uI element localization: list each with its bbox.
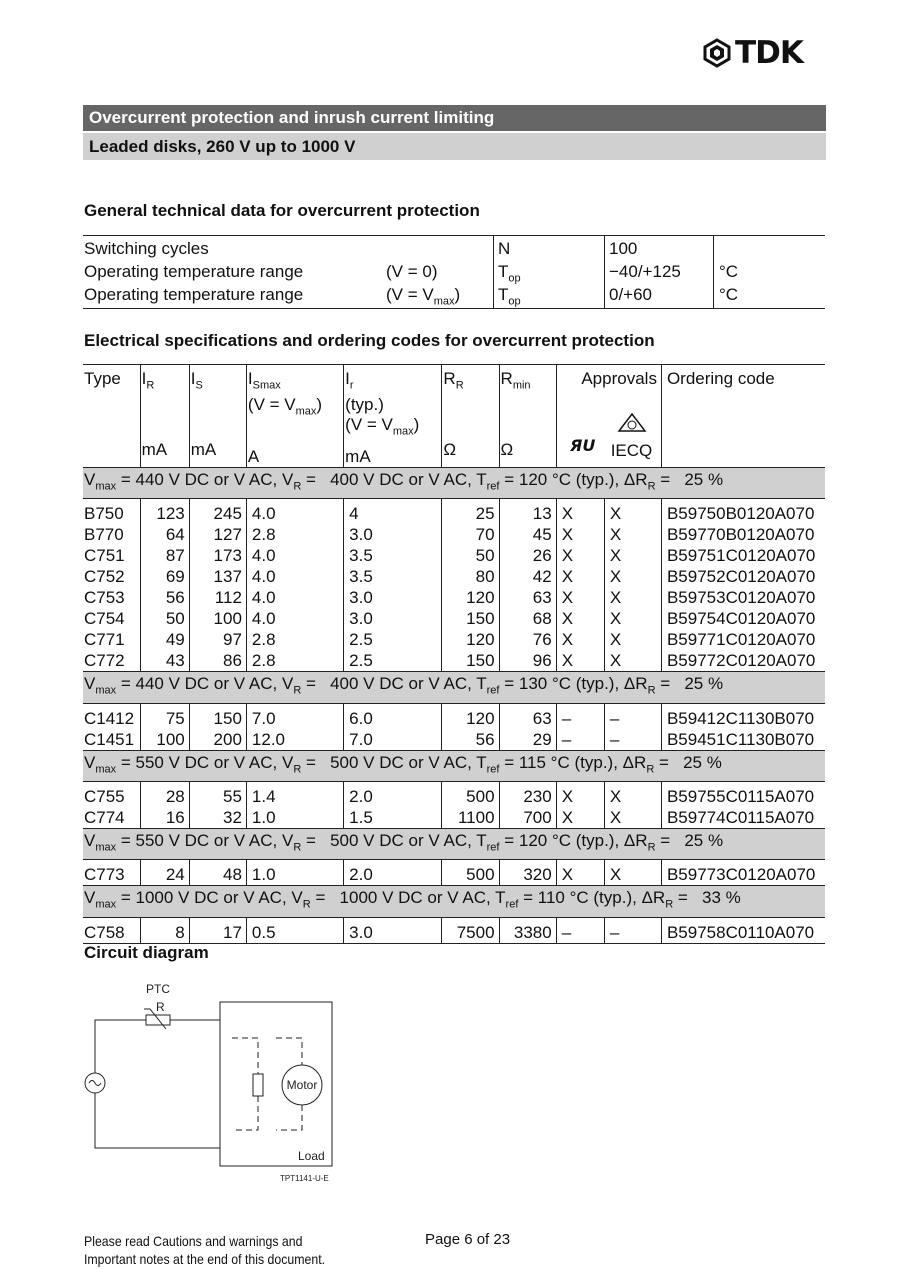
table-cell: 86 bbox=[189, 650, 246, 672]
table-cell: 120 bbox=[442, 587, 499, 608]
table-cell: 100 bbox=[189, 608, 246, 629]
col-ir-typ: $I_r$ (typ.) $(V = V_{max})$ mA bbox=[344, 365, 442, 468]
table-row bbox=[83, 703, 825, 729]
table-row bbox=[83, 587, 825, 608]
group-condition-row: $V_{max} = 440$ V DC or V AC, $V_R = 400$ V DC or V AC, $T_{ref} = 130$ °C (typ.), $\Delta R_R = 25$ % bbox=[83, 672, 825, 703]
table-cell: 1.0 bbox=[246, 860, 343, 886]
group-condition-row: $V_{max} = 550$ V DC or V AC, $V_R = 500$ V DC or V AC, $T_{ref} = 115$ °C (typ.), $\Delta R_R = 25$ % bbox=[83, 750, 825, 781]
table-cell: 63 bbox=[499, 587, 556, 608]
internal-resistor-icon bbox=[253, 1074, 263, 1096]
table-cell: 2.5 bbox=[344, 650, 442, 672]
table-cell: 97 bbox=[189, 629, 246, 650]
table-cell: 120 bbox=[442, 703, 499, 729]
table-cell: 75 bbox=[140, 703, 189, 729]
iecq-mark-icon bbox=[617, 413, 647, 435]
table-cell: 200 bbox=[189, 729, 246, 751]
ptc-resistor-icon bbox=[146, 1015, 170, 1025]
table-cell: X bbox=[556, 545, 604, 566]
group-condition-row: $V_{max} = 1000$ V DC or V AC, $V_R = 1000$ V DC or V AC, $T_{ref} = 110$ °C (typ.), $\Delta R_R = 33$ % bbox=[83, 886, 825, 917]
table-cell: X bbox=[556, 650, 604, 672]
table-cell: C755 bbox=[84, 786, 125, 806]
table-cell: B59751C0120A070 bbox=[661, 545, 825, 566]
table-cell: 137 bbox=[189, 566, 246, 587]
table-cell: 45 bbox=[499, 524, 556, 545]
table-cell: C758 bbox=[83, 917, 140, 943]
table-cell: 4 bbox=[344, 499, 442, 525]
table-cell: C771 bbox=[84, 630, 125, 650]
table-cell: 150 bbox=[189, 703, 246, 729]
table-cell: X bbox=[604, 807, 661, 829]
table-cell: X bbox=[604, 781, 661, 807]
table-cell: – bbox=[556, 703, 604, 729]
table-cell: X bbox=[556, 524, 604, 545]
table-cell: 150 bbox=[442, 650, 499, 672]
load-label: Load bbox=[298, 1149, 325, 1163]
section-title: Overcurrent protection and inrush current limiting bbox=[83, 105, 826, 131]
table-cell: – bbox=[604, 729, 661, 751]
table-row bbox=[83, 729, 825, 751]
table-cell: B59750B0120A070 bbox=[661, 499, 825, 525]
table-cell: 2.8 bbox=[246, 650, 343, 672]
table-cell: 4.0 bbox=[246, 608, 343, 629]
table-row bbox=[83, 566, 825, 587]
table-cell: B750 bbox=[84, 504, 124, 524]
table-cell: 48 bbox=[189, 860, 246, 886]
table-cell: C772 bbox=[84, 651, 125, 671]
table-cell: 63 bbox=[499, 703, 556, 729]
table-cell: – bbox=[604, 703, 661, 729]
table-row bbox=[83, 629, 825, 650]
table-cell: B59758C0110A070 bbox=[661, 917, 825, 943]
table-cell: X bbox=[556, 860, 604, 886]
col-ismax: $I_{Smax}$ $(V = V_{max})$ A bbox=[246, 365, 343, 468]
table-cell: 7.0 bbox=[246, 703, 343, 729]
table-cell: 42 bbox=[499, 566, 556, 587]
table-row bbox=[83, 807, 825, 829]
ptc-label: PTC bbox=[146, 982, 170, 996]
table-cell: 127 bbox=[189, 524, 246, 545]
table-cell: B59753C0120A070 bbox=[661, 587, 825, 608]
table-cell: X bbox=[604, 650, 661, 672]
table-cell: 173 bbox=[189, 545, 246, 566]
circuit-heading: Circuit diagram bbox=[84, 943, 209, 962]
table-cell: – bbox=[556, 917, 604, 943]
table-cell: 70 bbox=[442, 524, 499, 545]
table-cell: 96 bbox=[499, 650, 556, 672]
col-is: $I_S$ mA bbox=[189, 365, 246, 468]
table-cell: 123 bbox=[140, 499, 189, 525]
table-cell: 100 bbox=[140, 729, 189, 751]
table-cell: 700 bbox=[499, 807, 556, 829]
table-cell: 2.0 bbox=[344, 781, 442, 807]
table-cell: X bbox=[556, 608, 604, 629]
table-cell: 1.5 bbox=[344, 807, 442, 829]
table-cell: – bbox=[556, 729, 604, 751]
table-cell: 69 bbox=[140, 566, 189, 587]
table-cell: B59770B0120A070 bbox=[661, 524, 825, 545]
table-cell: 50 bbox=[442, 545, 499, 566]
table-cell: 24 bbox=[140, 860, 189, 886]
motor-label: Motor bbox=[286, 1078, 318, 1092]
table-cell: 16 bbox=[140, 807, 189, 829]
table-cell: 80 bbox=[442, 566, 499, 587]
col-ordering-code: Ordering code bbox=[661, 365, 825, 468]
ul-mark-icon bbox=[569, 436, 595, 454]
tdk-logo bbox=[702, 35, 803, 71]
col-type: Type bbox=[83, 365, 140, 468]
r-label: R bbox=[156, 1000, 165, 1014]
table-cell: 28 bbox=[140, 781, 189, 807]
section-subtitle: Leaded disks, 260 V up to 1000 V bbox=[83, 133, 826, 160]
col-rmin: $R_{min}$ Ω bbox=[499, 365, 556, 468]
table-cell: 7500 bbox=[442, 917, 499, 943]
table-cell: 7.0 bbox=[344, 729, 442, 751]
table-cell: 68 bbox=[499, 608, 556, 629]
table-cell: 3.0 bbox=[344, 917, 442, 943]
table-cell: 4.0 bbox=[246, 566, 343, 587]
table-row bbox=[83, 545, 825, 566]
table-cell: 3.5 bbox=[344, 566, 442, 587]
table-row bbox=[83, 608, 825, 629]
table-cell: X bbox=[556, 587, 604, 608]
group-condition-row: $V_{max} = 550$ V DC or V AC, $V_R = 500$ V DC or V AC, $T_{ref} = 120$ °C (typ.), $\Delta R_R = 25$ % bbox=[83, 828, 825, 859]
table-row bbox=[83, 781, 825, 807]
table-cell: 3.0 bbox=[344, 524, 442, 545]
electrical-specs-table bbox=[83, 364, 825, 944]
table-cell: 120 bbox=[442, 629, 499, 650]
table-cell: X bbox=[556, 499, 604, 525]
table-cell: C773 bbox=[84, 865, 125, 885]
table-row bbox=[83, 860, 825, 886]
table-cell: B59773C0120A070 bbox=[661, 860, 825, 886]
table-cell: 3.5 bbox=[344, 545, 442, 566]
table-cell: 1.4 bbox=[246, 781, 343, 807]
table-cell: B59412C1130B070 bbox=[661, 703, 825, 729]
table-cell: 29 bbox=[499, 729, 556, 751]
table-cell: 6.0 bbox=[344, 703, 442, 729]
table-cell: B59772C0120A070 bbox=[661, 650, 825, 672]
table-cell: 3.0 bbox=[344, 608, 442, 629]
table-cell: 43 bbox=[140, 650, 189, 672]
table-cell: C751 bbox=[84, 546, 125, 566]
table-row bbox=[83, 650, 825, 672]
table-cell: 12.0 bbox=[246, 729, 343, 751]
table-cell: X bbox=[556, 781, 604, 807]
table-cell: 25 bbox=[442, 499, 499, 525]
table-cell: 150 bbox=[442, 608, 499, 629]
table-cell: 500 bbox=[442, 860, 499, 886]
svg-text:ЯU: ЯU bbox=[569, 436, 595, 454]
table-cell: 50 bbox=[140, 608, 189, 629]
table-cell: 32 bbox=[189, 807, 246, 829]
table-cell: C753 bbox=[84, 588, 125, 608]
table-row bbox=[83, 524, 825, 545]
iecq-label: IECQ bbox=[610, 441, 653, 460]
col-approvals: Approvals ЯU IECQ bbox=[556, 365, 661, 468]
table-cell: B59451C1130B070 bbox=[661, 729, 825, 751]
table-cell: C774 bbox=[84, 807, 125, 827]
general-heading: General technical data for overcurrent protection bbox=[84, 201, 480, 220]
table-cell: 2.5 bbox=[344, 629, 442, 650]
table-cell: B770 bbox=[84, 525, 124, 545]
table-row bbox=[83, 499, 825, 525]
table-cell: X bbox=[604, 499, 661, 525]
general-data-table: Switching cycles N 100 Operating temperature range (V = 0) $T_{op}$ −40/+125 °C Operating temperature range $(V = V_{max})$ $T_{op}$ 0/+60 °C bbox=[83, 235, 825, 309]
col-rr: $R_R$ Ω bbox=[442, 365, 499, 468]
table-cell: 55 bbox=[189, 781, 246, 807]
footer-note: Please read Cautions and warnings and Important notes at the end of this document. bbox=[84, 1233, 326, 1267]
table-cell: B59755C0115A070 bbox=[661, 781, 825, 807]
table-cell: 3.0 bbox=[344, 587, 442, 608]
table-cell: X bbox=[604, 524, 661, 545]
table-cell: 1100 bbox=[442, 807, 499, 829]
table-cell: 13 bbox=[499, 499, 556, 525]
table-cell: 17 bbox=[189, 917, 246, 943]
table-cell: 2.8 bbox=[246, 524, 343, 545]
table-cell: 0.5 bbox=[246, 917, 343, 943]
table-cell: 2.0 bbox=[344, 860, 442, 886]
table-cell: 87 bbox=[140, 545, 189, 566]
table-cell: X bbox=[604, 860, 661, 886]
table-cell: 26 bbox=[499, 545, 556, 566]
table-cell: 76 bbox=[499, 629, 556, 650]
group-condition-row: $V_{max} = 440$ V DC or V AC, $V_R = 400$ V DC or V AC, $T_{ref} = 120$ °C (typ.), $\Delta R_R = 25$ % bbox=[83, 467, 825, 498]
table-cell: B59752C0120A070 bbox=[661, 566, 825, 587]
electrical-heading: Electrical specifications and ordering codes for overcurrent protection bbox=[84, 331, 655, 350]
circuit-diagram bbox=[80, 975, 350, 1190]
table-cell: X bbox=[556, 807, 604, 829]
diagram-code: TPT1141-U-E bbox=[280, 1174, 329, 1183]
table-cell: 4.0 bbox=[246, 587, 343, 608]
table-cell: C754 bbox=[84, 609, 125, 629]
table-header-row bbox=[83, 365, 825, 468]
table-cell: 320 bbox=[499, 860, 556, 886]
table-cell: 2.8 bbox=[246, 629, 343, 650]
table-cell: 500 bbox=[442, 781, 499, 807]
table-cell: X bbox=[556, 629, 604, 650]
table-cell: 4.0 bbox=[246, 545, 343, 566]
table-cell: X bbox=[604, 545, 661, 566]
table-cell: – bbox=[604, 917, 661, 943]
table-cell: 4.0 bbox=[246, 499, 343, 525]
table-row bbox=[83, 917, 825, 943]
table-cell: 112 bbox=[189, 587, 246, 608]
table-cell: 3380 bbox=[499, 917, 556, 943]
tdk-emblem-icon bbox=[702, 38, 732, 68]
table-cell: X bbox=[604, 608, 661, 629]
table-cell: 56 bbox=[140, 587, 189, 608]
table-cell: 1.0 bbox=[246, 807, 343, 829]
table-cell: 245 bbox=[189, 499, 246, 525]
page-number: Page 6 of 23 bbox=[425, 1231, 511, 1248]
logo-text: TDK bbox=[735, 35, 803, 71]
table-cell: X bbox=[556, 566, 604, 587]
table-cell: X bbox=[604, 587, 661, 608]
table-cell: B59754C0120A070 bbox=[661, 608, 825, 629]
table-cell: 64 bbox=[140, 524, 189, 545]
table-cell: C1412 bbox=[84, 708, 135, 728]
table-cell: 230 bbox=[499, 781, 556, 807]
col-ir: $I_R$ mA bbox=[140, 365, 189, 468]
table-cell: B59771C0120A070 bbox=[661, 629, 825, 650]
table-cell: 56 bbox=[442, 729, 499, 751]
table-cell: C1451 bbox=[84, 729, 135, 749]
table-cell: 49 bbox=[140, 629, 189, 650]
table-cell: 8 bbox=[140, 917, 189, 943]
table-cell: B59774C0115A070 bbox=[661, 807, 825, 829]
table-cell: C752 bbox=[84, 567, 125, 587]
table-cell: X bbox=[604, 629, 661, 650]
table-cell: X bbox=[604, 566, 661, 587]
